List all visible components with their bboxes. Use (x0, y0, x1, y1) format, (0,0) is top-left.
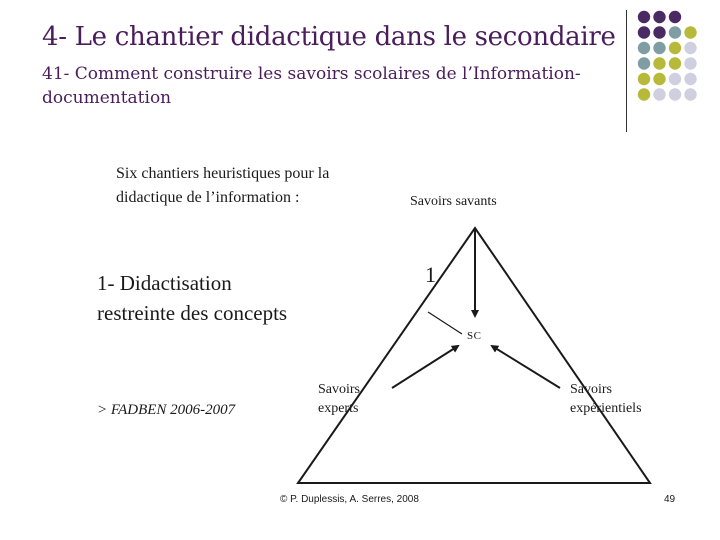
center-label: SC (467, 330, 482, 342)
top-vertex-label: Savoirs savants (410, 194, 497, 209)
number-pointer-line (428, 312, 462, 334)
arrow-from-right (492, 346, 560, 388)
right-vertex-label (570, 380, 670, 418)
left-vertex-text: Savoirs experts (318, 382, 360, 416)
left-vertex-label (318, 380, 378, 418)
slide-title: 4- Le chantier didactique dans le secondaire (42, 22, 616, 52)
right-vertex-text: Savoirs expérientiels (570, 382, 642, 416)
reference-text: > FADBEN 2006-2007 (97, 402, 236, 418)
diagram-number: 1 (425, 262, 436, 287)
point-text: 1- Didactisation restreinte des concepts (97, 271, 288, 325)
intro-text: Six chantiers heuristiques pour la didactique de l’information : (116, 165, 330, 206)
copyright-footer: © P. Duplessis, A. Serres, 2008 (280, 494, 419, 505)
slide-subtitle: 41- Comment construire les savoirs scolaires de l’Information-documentation (42, 64, 581, 108)
arrow-from-left (392, 346, 458, 388)
page-number: 49 (664, 494, 676, 505)
